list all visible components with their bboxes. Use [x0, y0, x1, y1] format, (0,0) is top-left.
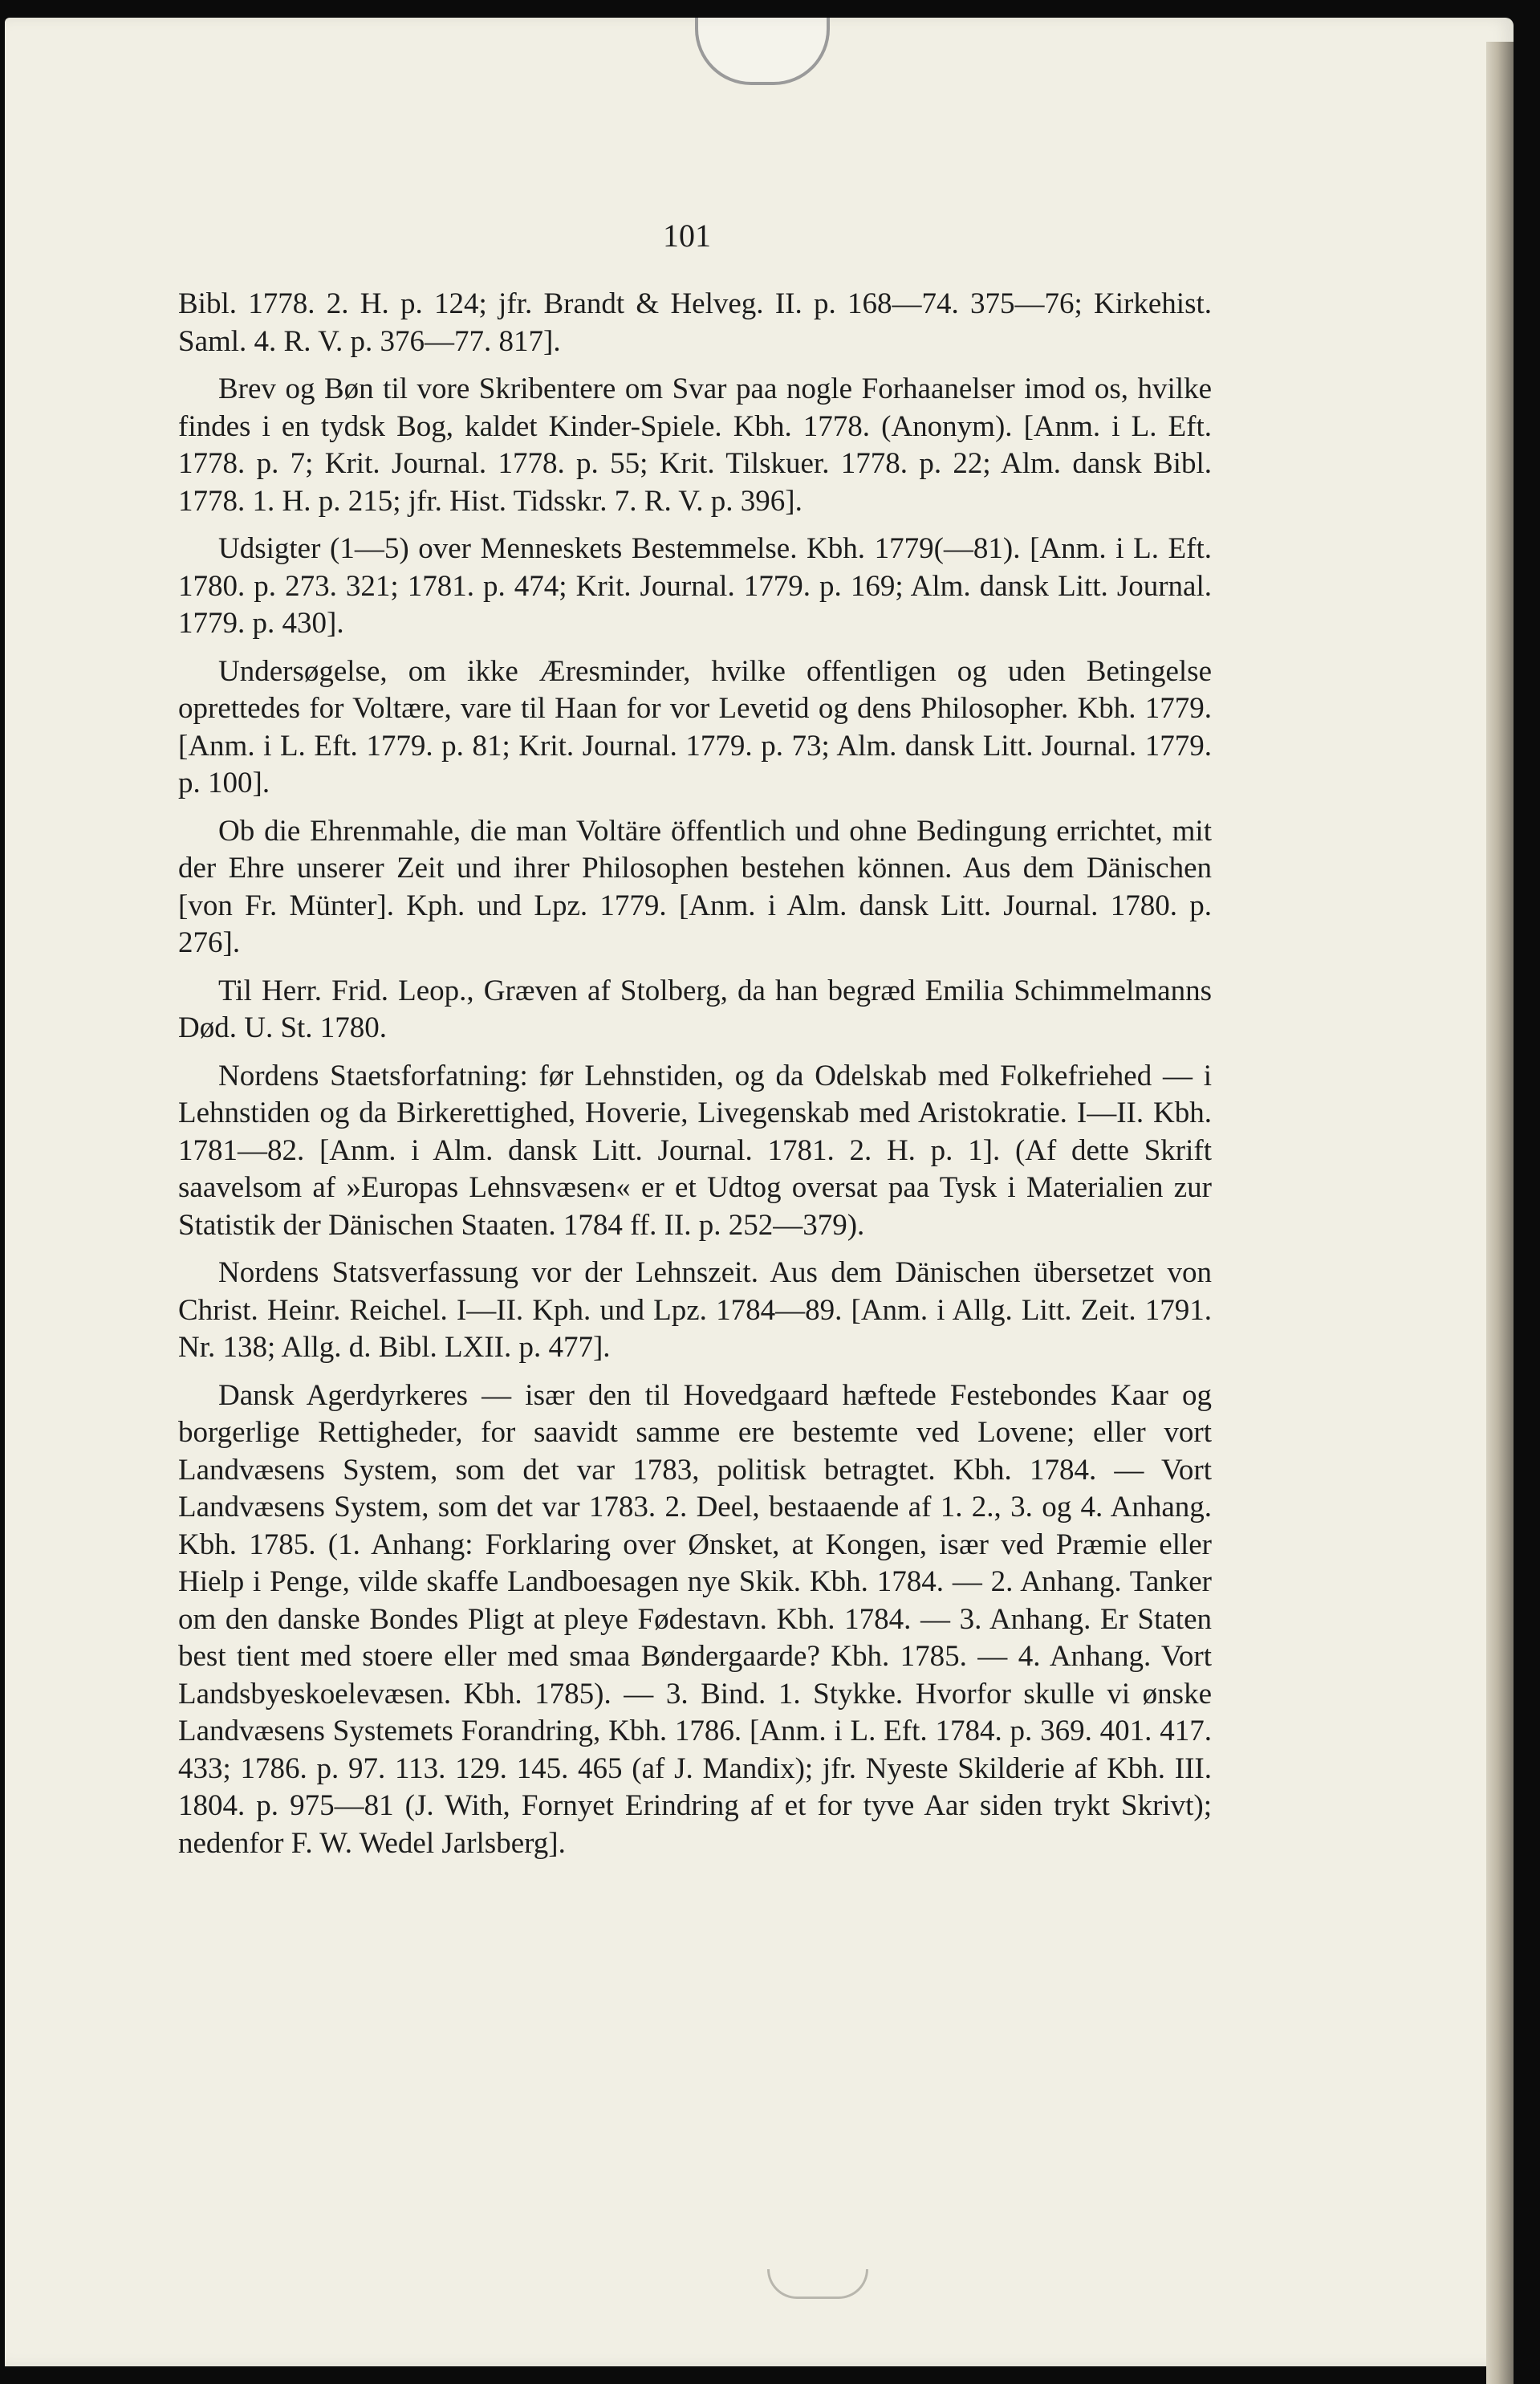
- bibliography-text: [178, 286, 1212, 1873]
- entry: Nordens Staetsforfatning: før Lehnstiden, og da Odelskab med Folkefriehed — i Lehnstiden og da Birkerettighed, Hoverie, Livegenskab med Aristokratie. I—II. Kbh. 1781—82. [Anm. i Alm. dansk Litt. Journal. 1781. 2. H. p. 1]. (Af dette Skrift saavelsom af »Europas Lehnsvæsen« er et Udtog oversat paa Tysk i Materialien zur Statistik der Dänischen Staaten. 1784 ff. II. p. 252—379).: [178, 1059, 1212, 1242]
- entry: Dansk Agerdyrkeres — især den til Hovedgaard hæftede Festebondes Kaar og borgerlige Rettigheder, for saavidt samme ere bestemte ved Lovene; eller vort Landvæsens System, som det var 1783, politisk betragtet. Kbh. 1784. — Vort Landvæsens System, som det var 1783. 2. Deel, bestaaende af 1. 2., 3. og 4. Anhang. Kbh. 1785. (1. Anhang: Forklaring over Ønsket, at Kongen, især ved Præmie eller Hielp i Penge, vilde skaffe Landboesagen nye Skik. Kbh. 1784. — 2. Anhang. Tanker om den danske Bondes Pligt at pleye Fødestavn. Kbh. 1784. — 3. Anhang. Er Staten best tient med stoere eller med smaa Bøndergaarde? Kbh. 1785. — 4. Anhang. Vort Landsbyeskoelevæsen. Kbh. 1785). — 3. Bind. 1. Stykke. Hvorfor skulle vi ønske Landvæsens Systemets Forandring, Kbh. 1786. [Anm. i L. Eft. 1784. p. 369. 401. 417. 433; 1786. p. 97. 113. 129. 145. 465 (af J. Mandix); jfr. Nyeste Skilderie af Kbh. III. 1804. p. 975—81 (J. With, Fornyet Erindring af et for tyve Aar siden trykt Skrivt); nedenfor F. W. Wedel Jarlsberg].: [178, 1378, 1212, 1860]
- entry: Nordens Statsverfassung vor der Lehnszeit. Aus dem Dänischen übersetzet von Christ. Heinr. Reichel. I—II. Kph. und Lpz. 1784—89. [Anm. i Allg. Litt. Zeit. 1791. Nr. 138; Allg. d. Bibl. LXII. p. 477].: [178, 1256, 1212, 1364]
- entry-continuation: Bibl. 1778. 2. H. p. 124; jfr. Brandt & Helveg. II. p. 168—74. 375—76; Kirkehist. Saml. 4. R. V. p. 376—77. 817].: [178, 287, 1212, 358]
- binding-clip-mark: [695, 18, 830, 85]
- entry: Til Herr. Frid. Leop., Græven af Stolberg, da han begræd Emilia Schimmelmanns Død. U. St. 1780.: [178, 974, 1212, 1044]
- entry: Udsigter (1—5) over Menneskets Bestemmelse. Kbh. 1779(—81). [Anm. i L. Eft. 1780. p. 273. 321; 1781. p. 474; Krit. Journal. 1779. p. 169; Alm. dansk Litt. Journal. 1779. p. 430].: [178, 532, 1212, 640]
- binding-mark-bottom: [767, 2269, 868, 2299]
- entry: Undersøgelse, om ikke Æresminder, hvilke offentligen og uden Betingelse oprettedes for Voltære, vare til Haan for vor Levetid og dens Philosopher. Kbh. 1779. [Anm. i L. Eft. 1779. p. 81; Krit. Journal. 1779. p. 73; Alm. dansk Litt. Journal. 1779. p. 100].: [178, 654, 1212, 799]
- page-number: 101: [663, 218, 711, 254]
- book-page: [5, 18, 1514, 2366]
- page-edge: [1486, 42, 1514, 2384]
- entry: Brev og Bøn til vore Skribentere om Svar paa nogle Forhaanelser imod os, hvilke findes i en tydsk Bog, kaldet Kinder-Spiele. Kbh. 1778. (Anonym). [Anm. i L. Eft. 1778. p. 7; Krit. Journal. 1778. p. 55; Krit. Tilskuer. 1778. p. 22; Alm. dansk Bibl. 1778. 1. H. p. 215; jfr. Hist. Tidsskr. 7. R. V. p. 396].: [178, 372, 1212, 518]
- entry: Ob die Ehrenmahle, die man Voltäre öffentlich und ohne Bedingung errichtet, mit der Ehre unserer Zeit und ihrer Philosophen bestehen können. Aus dem Dänischen [von Fr. Münter]. Kph. und Lpz. 1779. [Anm. i Alm. dansk Litt. Journal. 1780. p. 276].: [178, 814, 1212, 959]
